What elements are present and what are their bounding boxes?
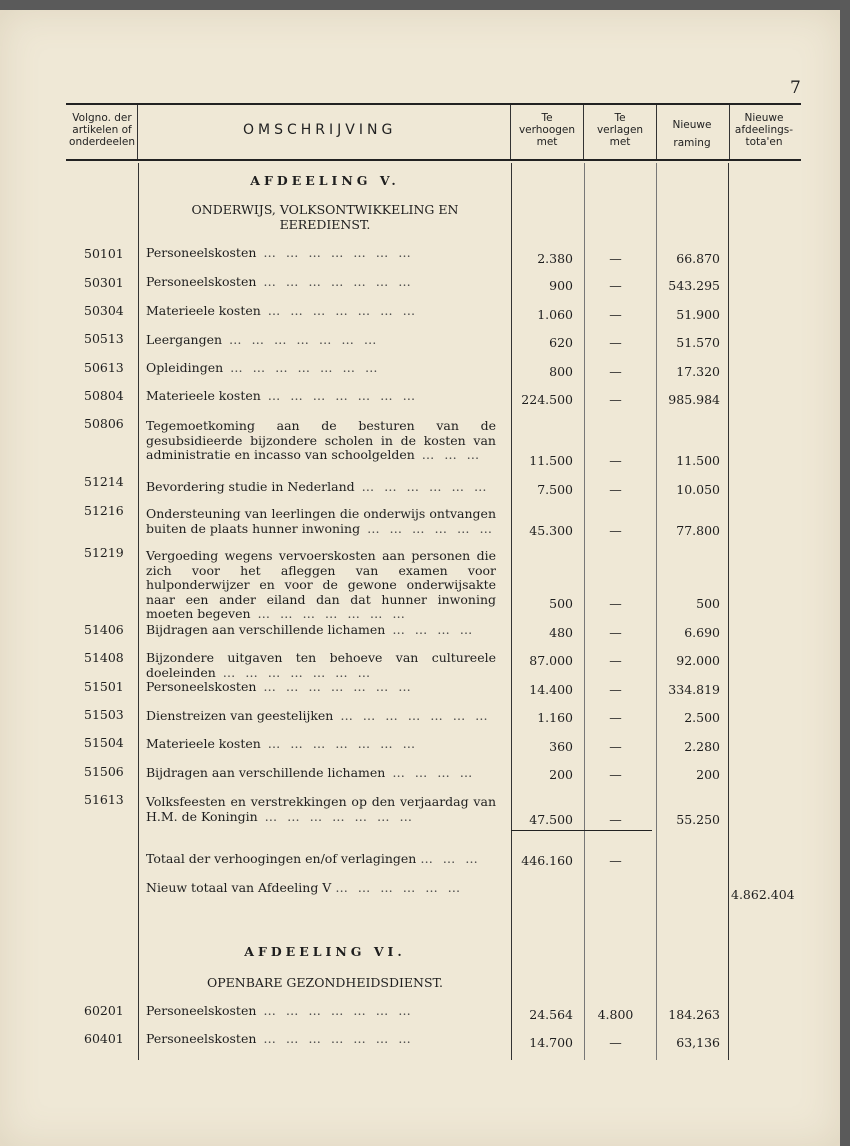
row-decrease: —	[609, 482, 622, 497]
row-new-estimate: 985.984	[668, 392, 720, 407]
leader-dots: … … … … … … …	[260, 303, 419, 318]
row-new-estimate: 55.250	[676, 812, 720, 827]
row-description	[146, 507, 496, 536]
row-code: 50304	[84, 303, 124, 318]
section-subheading: OPENBARE GEZONDHEIDSDIENST.	[206, 975, 444, 990]
row-description	[146, 1004, 496, 1019]
row-increase: 200	[549, 767, 573, 782]
row-description	[146, 389, 496, 404]
column-divider	[656, 163, 657, 1060]
row-description	[146, 419, 496, 463]
row-increase: 7.500	[537, 482, 573, 497]
row-new-estimate: 66.870	[676, 251, 720, 266]
row-code: 60201	[84, 1003, 124, 1018]
header-te-verhoogen: Te verhoogen met	[518, 112, 576, 148]
new-total-label: Nieuw totaal van Afdeeling V … … … … … …	[146, 880, 464, 895]
row-description	[146, 1032, 496, 1047]
row-increase: 500	[549, 596, 573, 611]
row-increase: 14.700	[529, 1035, 573, 1050]
row-new-estimate: 334.819	[668, 682, 720, 697]
leader-dots: … … …	[414, 447, 483, 462]
row-description	[146, 480, 496, 495]
leader-dots: … … … … … … …	[256, 1003, 414, 1018]
row-new-estimate: 92.000	[676, 653, 720, 668]
row-increase: 360	[549, 739, 573, 754]
leader-dots: … … … …	[385, 622, 476, 637]
row-code: 51613	[84, 792, 124, 807]
row-description-text: Leergangen	[146, 332, 223, 347]
column-divider	[138, 163, 139, 1060]
row-new-estimate: 2.280	[684, 739, 720, 754]
header-divider	[583, 105, 584, 159]
row-description	[146, 304, 496, 319]
row-new-estimate: 51.570	[676, 335, 720, 350]
row-code: 50301	[84, 275, 124, 290]
row-description-text: Materieele kosten	[146, 303, 261, 318]
header-nieuwe-totalen: Nieuwe afdeelings-tota'en	[734, 112, 794, 148]
row-decrease: —	[609, 1035, 622, 1050]
row-description	[146, 766, 496, 781]
row-new-estimate: 11.500	[676, 453, 720, 468]
row-increase: 1.060	[537, 307, 573, 322]
row-increase: 800	[549, 364, 573, 379]
row-description	[146, 246, 496, 261]
row-description-text: Ondersteuning van leerlingen die onderwijs ontvangen buiten de plaats hunner inwoning	[146, 506, 496, 536]
row-decrease: —	[609, 278, 622, 293]
row-description	[146, 737, 496, 752]
row-increase: 620	[549, 335, 573, 350]
header-omschrijving: OMSCHRIJVING	[243, 122, 397, 138]
row-decrease: —	[609, 653, 622, 668]
section-heading: AFDEELING V.	[250, 173, 400, 188]
row-description-text: Tegemoetkoming aan de besturen van de gesubsidieerde bijzondere scholen in de kosten van administratie en incasso van schoolgelden	[146, 418, 496, 462]
leader-dots: … … … … … …	[354, 479, 490, 494]
total-up: 446.160	[521, 853, 573, 868]
column-divider	[584, 163, 585, 1060]
row-decrease: —	[609, 364, 622, 379]
row-increase: 2.380	[537, 251, 573, 266]
row-decrease: —	[609, 767, 622, 782]
row-description-text: Materieele kosten	[146, 388, 261, 403]
row-code: 51501	[84, 679, 124, 694]
row-code: 51408	[84, 650, 124, 665]
row-description-text: Vergoeding wegens vervoerskosten aan personen die zich voor het afleggen van examen voor hulponderwijzer en voor de gewone onderwijsakte naar een ander eiland dan dat hunner inwoning moeten begeven	[146, 548, 496, 621]
header-divider	[510, 105, 511, 159]
leader-dots: … … … … … … …	[257, 808, 415, 824]
leader-dots: … … … … … … …	[260, 736, 419, 751]
row-description-text: Personeelskosten	[146, 245, 257, 260]
header-divider	[656, 105, 657, 159]
row-code: 51214	[84, 474, 124, 489]
row-decrease: —	[609, 307, 622, 322]
page-number: 7	[790, 78, 801, 98]
row-description-text: Personeelskosten	[146, 1031, 257, 1046]
row-increase: 11.500	[529, 453, 573, 468]
leader-dots: … … … … … … …	[215, 664, 374, 680]
new-total-value: 4.862.404	[731, 887, 795, 902]
row-description	[146, 623, 496, 638]
row-new-estimate: 10.050	[676, 482, 720, 497]
row-code: 51216	[84, 503, 124, 518]
section-subheading: ONDERWIJS, VOLKSONTWIKKELING EN EEREDIENST.	[191, 202, 459, 232]
row-description-text: Dienstreizen van geestelijken	[146, 708, 334, 723]
row-increase: 480	[549, 625, 573, 640]
leader-dots: … … … … … … …	[223, 360, 381, 375]
row-decrease: —	[609, 453, 622, 468]
row-new-estimate: 2.500	[684, 710, 720, 725]
row-description	[146, 680, 496, 695]
row-increase: 1.160	[537, 710, 573, 725]
row-code: 51506	[84, 764, 124, 779]
row-description-text: Materieele kosten	[146, 736, 261, 751]
row-decrease: —	[609, 335, 622, 350]
column-divider	[728, 163, 729, 1060]
header-divider	[729, 105, 730, 159]
header-bottom-rule	[66, 159, 801, 161]
leader-dots: … … … … … … …	[256, 274, 414, 289]
row-description-text: Bevordering studie in Nederland	[146, 479, 355, 494]
row-increase: 45.300	[529, 523, 573, 538]
row-code: 51503	[84, 707, 124, 722]
row-increase: 47.500	[529, 812, 573, 827]
row-description	[146, 275, 496, 290]
row-decrease: —	[609, 682, 622, 697]
header-top-rule	[66, 103, 801, 105]
leader-dots: … … … … … …	[360, 520, 495, 536]
row-new-estimate: 51.900	[676, 307, 720, 322]
row-description	[146, 549, 496, 622]
leader-dots: … … … … … … …	[250, 606, 408, 621]
row-increase: 224.500	[521, 392, 573, 407]
row-description	[146, 333, 496, 348]
row-description	[146, 709, 496, 724]
leader-dots: … … … … … … …	[333, 708, 491, 723]
row-code: 60401	[84, 1031, 124, 1046]
row-increase: 14.400	[529, 682, 573, 697]
row-description-text: Personeelskosten	[146, 274, 257, 289]
row-description-text: Bijdragen aan verschillende lichamen	[146, 622, 386, 637]
row-code: 50804	[84, 388, 124, 403]
column-divider	[511, 163, 512, 1060]
leader-dots: … … … … … … …	[256, 1031, 414, 1046]
row-new-estimate: 184.263	[668, 1007, 720, 1022]
leader-dots: … … … … … … …	[256, 245, 414, 260]
row-decrease: —	[609, 596, 622, 611]
header-nieuwe-raming: Nieuwe raming	[672, 119, 712, 149]
leader-dots: … … … … … … …	[256, 679, 414, 694]
total-label: Totaal der verhoogingen en/of verlagingen … … …	[146, 851, 481, 866]
row-decrease: —	[609, 710, 622, 725]
row-decrease: —	[609, 812, 622, 827]
row-decrease: —	[609, 251, 622, 266]
row-new-estimate: 500	[696, 596, 720, 611]
header-te-verlagen: Te verlagen met	[596, 112, 644, 148]
row-description-text: Bijzondere uitgaven ten behoeve van cultureele doeleinden	[146, 650, 496, 680]
row-new-estimate: 77.800	[676, 523, 720, 538]
row-increase: 87.000	[529, 653, 573, 668]
leader-dots: … … … … … … …	[260, 388, 419, 403]
row-code: 50613	[84, 360, 124, 375]
header-volgno: Volgno. der artikelen of onderdeelen	[69, 112, 135, 148]
totals-rule	[511, 830, 652, 831]
row-new-estimate: 63,136	[676, 1035, 720, 1050]
row-increase: 24.564	[529, 1007, 573, 1022]
row-decrease: 4.800	[597, 1007, 634, 1022]
leader-dots: … … … …	[385, 765, 476, 780]
row-description-text: Volksfeesten en verstrekkingen op den verjaardag van H.M. de Koningin	[146, 794, 496, 824]
row-new-estimate: 200	[696, 767, 720, 782]
section-heading: AFDEELING VI.	[244, 944, 406, 959]
row-description-text: Personeelskosten	[146, 1003, 257, 1018]
row-description-text: Bijdragen aan verschillende lichamen	[146, 765, 386, 780]
row-decrease: —	[609, 625, 622, 640]
row-code: 51406	[84, 622, 124, 637]
row-decrease: —	[609, 392, 622, 407]
row-decrease: —	[609, 739, 622, 754]
row-code: 50513	[84, 331, 124, 346]
row-description-text: Personeelskosten	[146, 679, 257, 694]
total-down: —	[609, 853, 622, 868]
row-new-estimate: 17.320	[676, 364, 720, 379]
row-decrease: —	[609, 523, 622, 538]
row-description	[146, 795, 496, 824]
row-increase: 900	[549, 278, 573, 293]
row-code: 51219	[84, 545, 124, 560]
row-description-text: Opleidingen	[146, 360, 224, 375]
row-code: 50101	[84, 246, 124, 261]
leader-dots: … … … … … … …	[222, 332, 380, 347]
row-code: 51504	[84, 735, 124, 750]
row-description	[146, 361, 496, 376]
row-new-estimate: 6.690	[684, 625, 720, 640]
row-new-estimate: 543.295	[668, 278, 720, 293]
row-description	[146, 651, 496, 680]
row-code: 50806	[84, 416, 124, 431]
